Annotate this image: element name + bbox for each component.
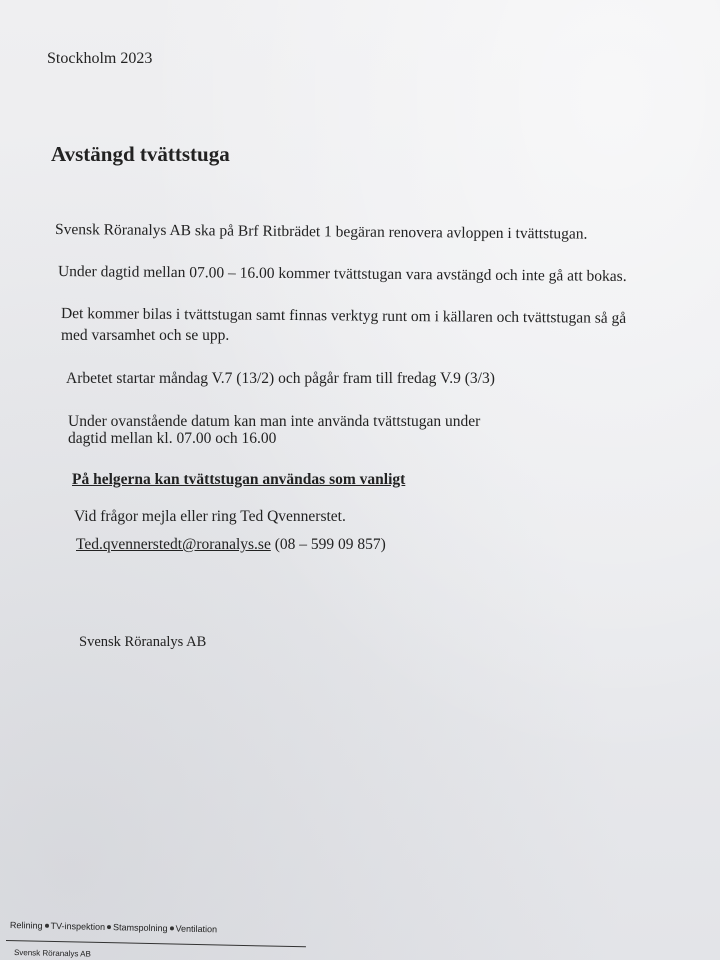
paragraph-restriction-line-1: Under ovanstående datum kan man inte använda tvättstugan under bbox=[68, 413, 481, 430]
footer-service: Ventilation bbox=[175, 923, 218, 935]
place-date: Stockholm 2023 bbox=[47, 50, 153, 67]
footer-services bbox=[10, 920, 217, 934]
bullet-icon bbox=[107, 925, 111, 929]
footer-company: Svensk Röranalys AB bbox=[13, 948, 92, 959]
footer-divider bbox=[6, 940, 306, 947]
footer-service: Relining bbox=[9, 920, 43, 931]
contact-intro: Vid frågor mejla eller ring Ted Qvennerstet. bbox=[74, 508, 346, 525]
contact-email-link[interactable]: Ted.qvennerstedt@roranalys.se bbox=[76, 536, 271, 553]
paragraph-restriction-line-2: dagtid mellan kl. 07.00 och 16.00 bbox=[68, 430, 277, 447]
signature: Svensk Röranalys AB bbox=[79, 634, 207, 650]
document-title: Avstängd tvättstuga bbox=[51, 142, 230, 166]
paragraph-tools-line-1: Det kommer bilas i tvättstugan samt finnas verktyg runt om i källaren och tvättstugan så gå bbox=[60, 305, 627, 327]
contact-line bbox=[76, 536, 386, 554]
paragraph-tools-line-2: med varsamhet och se upp. bbox=[61, 327, 230, 344]
bullet-icon bbox=[170, 926, 174, 930]
paragraph-renovation: Svensk Röranalys AB ska på Brf Ritbrädet 1 begäran renovera avloppen i tvättstugan. bbox=[54, 221, 588, 243]
weekend-notice: På helgerna kan tvättstugan användas som vanligt bbox=[72, 471, 406, 488]
contact-phone: (08 – 599 09 857) bbox=[274, 536, 386, 553]
paragraph-closed-hours: Under dagtid mellan 07.00 – 16.00 kommer tvättstugan vara avstängd och inte gå att bokas. bbox=[57, 263, 627, 285]
footer-service: Stamspolning bbox=[112, 922, 168, 934]
bullet-icon bbox=[44, 924, 48, 928]
footer-service: TV-inspektion bbox=[50, 920, 106, 932]
paragraph-schedule: Arbetet startar måndag V.7 (13/2) och pågår fram till fredag V.9 (3/3) bbox=[66, 370, 495, 387]
